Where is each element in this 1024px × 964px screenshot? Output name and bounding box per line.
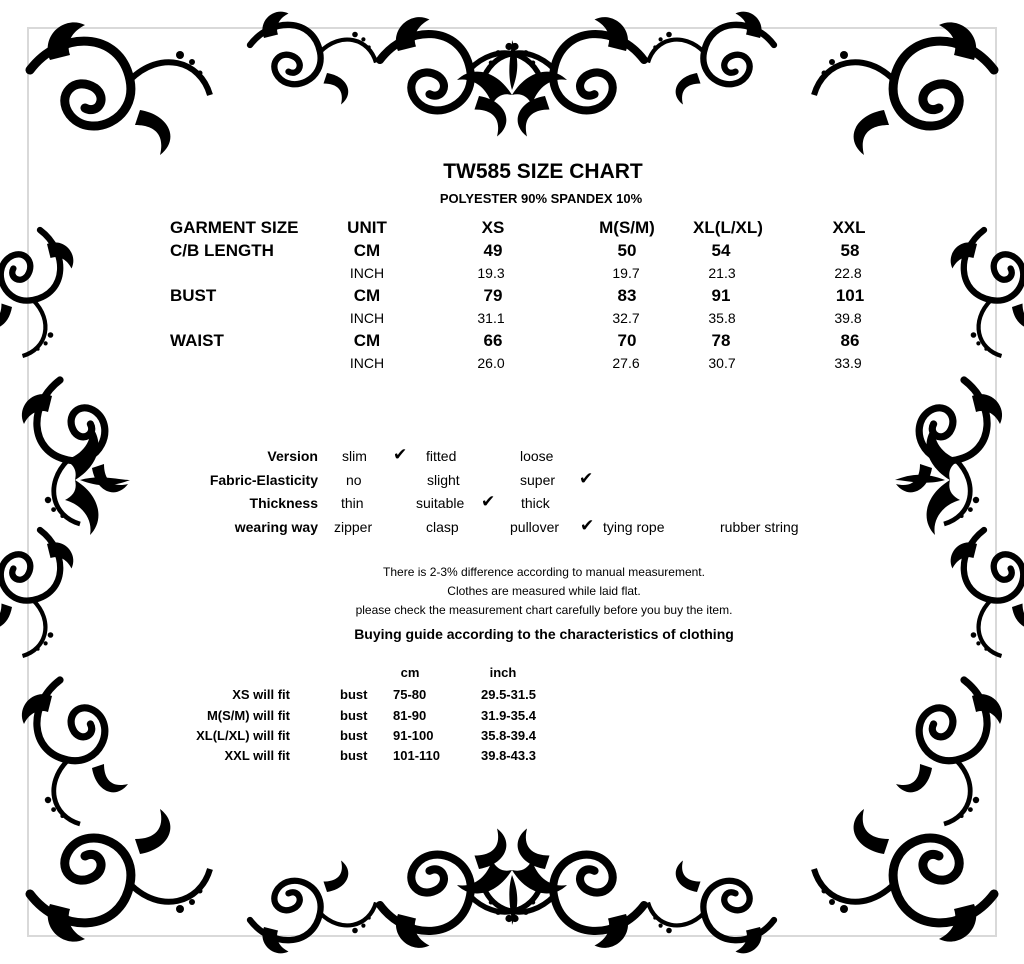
check-icon: ✔ (579, 469, 594, 488)
guide-part: bust (340, 708, 368, 723)
guide-cm: 101-110 (393, 748, 440, 763)
attr-option: slight (427, 472, 460, 488)
cell: 58 (840, 241, 860, 260)
cell: 19.3 (477, 265, 505, 281)
cell: 35.8 (708, 310, 736, 326)
guide-col-cm: cm (400, 665, 420, 680)
cell: 19.7 (612, 265, 640, 281)
guide-fit: XXL will fit (224, 748, 290, 763)
attr-label-thickness: Thickness (249, 495, 318, 511)
size-header-m: M(S/M) (599, 218, 655, 237)
guide-part: bust (340, 728, 368, 743)
unit-inch: INCH (349, 355, 385, 371)
guide-part: bust (340, 687, 368, 702)
unit-inch: INCH (349, 310, 385, 326)
cell: 27.6 (612, 355, 640, 371)
attr-option: loose (520, 448, 554, 464)
attr-label-wearing-way: wearing way (234, 519, 318, 535)
unit-cm: CM (353, 331, 381, 350)
material-line: POLYESTER 90% SPANDEX 10% (439, 191, 643, 206)
cell: 33.9 (834, 355, 862, 371)
note-line: Clothes are measured while laid flat. (447, 584, 641, 598)
cell: 78 (711, 331, 731, 350)
guide-cm: 75-80 (393, 687, 427, 702)
row-label-waist: WAIST (170, 331, 224, 350)
attr-option: thin (341, 495, 364, 511)
guide-col-inch: inch (489, 665, 517, 680)
unit-header: UNIT (347, 218, 387, 237)
cell: 83 (617, 286, 637, 305)
attr-option: no (346, 472, 362, 488)
attr-option: zipper (334, 519, 373, 535)
note-line: There is 2-3% difference according to manual measurement. (383, 565, 705, 579)
size-header-xl: XL(L/XL) (693, 218, 763, 237)
guide-inch: 29.5-31.5 (481, 687, 536, 702)
attr-label-elasticity: Fabric-Elasticity (209, 472, 318, 488)
guide-part: bust (340, 748, 368, 763)
guide-inch: 35.8-39.4 (481, 728, 536, 743)
attr-option: fitted (426, 448, 457, 464)
size-header-xs: XS (481, 218, 505, 237)
attr-label-version: Version (267, 448, 318, 464)
row-label-cb-length: C/B LENGTH (170, 241, 274, 260)
guide-fit: XS will fit (232, 687, 290, 702)
cell: 30.7 (708, 355, 736, 371)
attr-option: slim (342, 448, 367, 464)
cell: 31.1 (477, 310, 505, 326)
guide-inch: 31.9-35.4 (481, 708, 536, 723)
check-icon: ✔ (481, 492, 496, 511)
unit-cm: CM (353, 241, 381, 260)
chart-title: TW585 SIZE CHART (443, 160, 643, 183)
attr-option: thick (521, 495, 550, 511)
cell: 49 (483, 241, 503, 260)
cell: 22.8 (834, 265, 862, 281)
cell: 91 (711, 286, 731, 305)
cell: 39.8 (834, 310, 862, 326)
check-icon: ✔ (580, 516, 595, 535)
check-icon: ✔ (393, 445, 408, 464)
guide-cm: 81-90 (393, 708, 427, 723)
cell: 101 (835, 286, 865, 305)
guide-fit: M(S/M) will fit (206, 708, 290, 723)
attr-option: clasp (426, 519, 459, 535)
guide-inch: 39.8-43.3 (481, 748, 536, 763)
unit-cm: CM (353, 286, 381, 305)
cell: 26.0 (477, 355, 505, 371)
size-header-xxl: XXL (832, 218, 866, 237)
cell: 50 (617, 241, 637, 260)
cell: 70 (617, 331, 637, 350)
row-label-bust: BUST (170, 286, 217, 305)
attr-option: rubber string (720, 519, 799, 535)
cell: 21.3 (708, 265, 736, 281)
buying-guide-title: Buying guide according to the characteristics of clothing (354, 626, 734, 642)
cell: 79 (483, 286, 503, 305)
attr-option: super (520, 472, 556, 488)
guide-cm: 91-100 (393, 728, 434, 743)
cell: 54 (711, 241, 731, 260)
cell: 66 (483, 331, 503, 350)
attr-option: suitable (416, 495, 465, 511)
attr-option: tying rope (603, 519, 665, 535)
cell: 32.7 (612, 310, 640, 326)
unit-inch: INCH (349, 265, 385, 281)
garment-size-label: GARMENT SIZE (170, 218, 299, 237)
cell: 86 (840, 331, 860, 350)
attr-option: pullover (510, 519, 560, 535)
note-line: please check the measurement chart carefully before you buy the item. (355, 603, 733, 617)
guide-fit: XL(L/XL) will fit (196, 728, 290, 743)
